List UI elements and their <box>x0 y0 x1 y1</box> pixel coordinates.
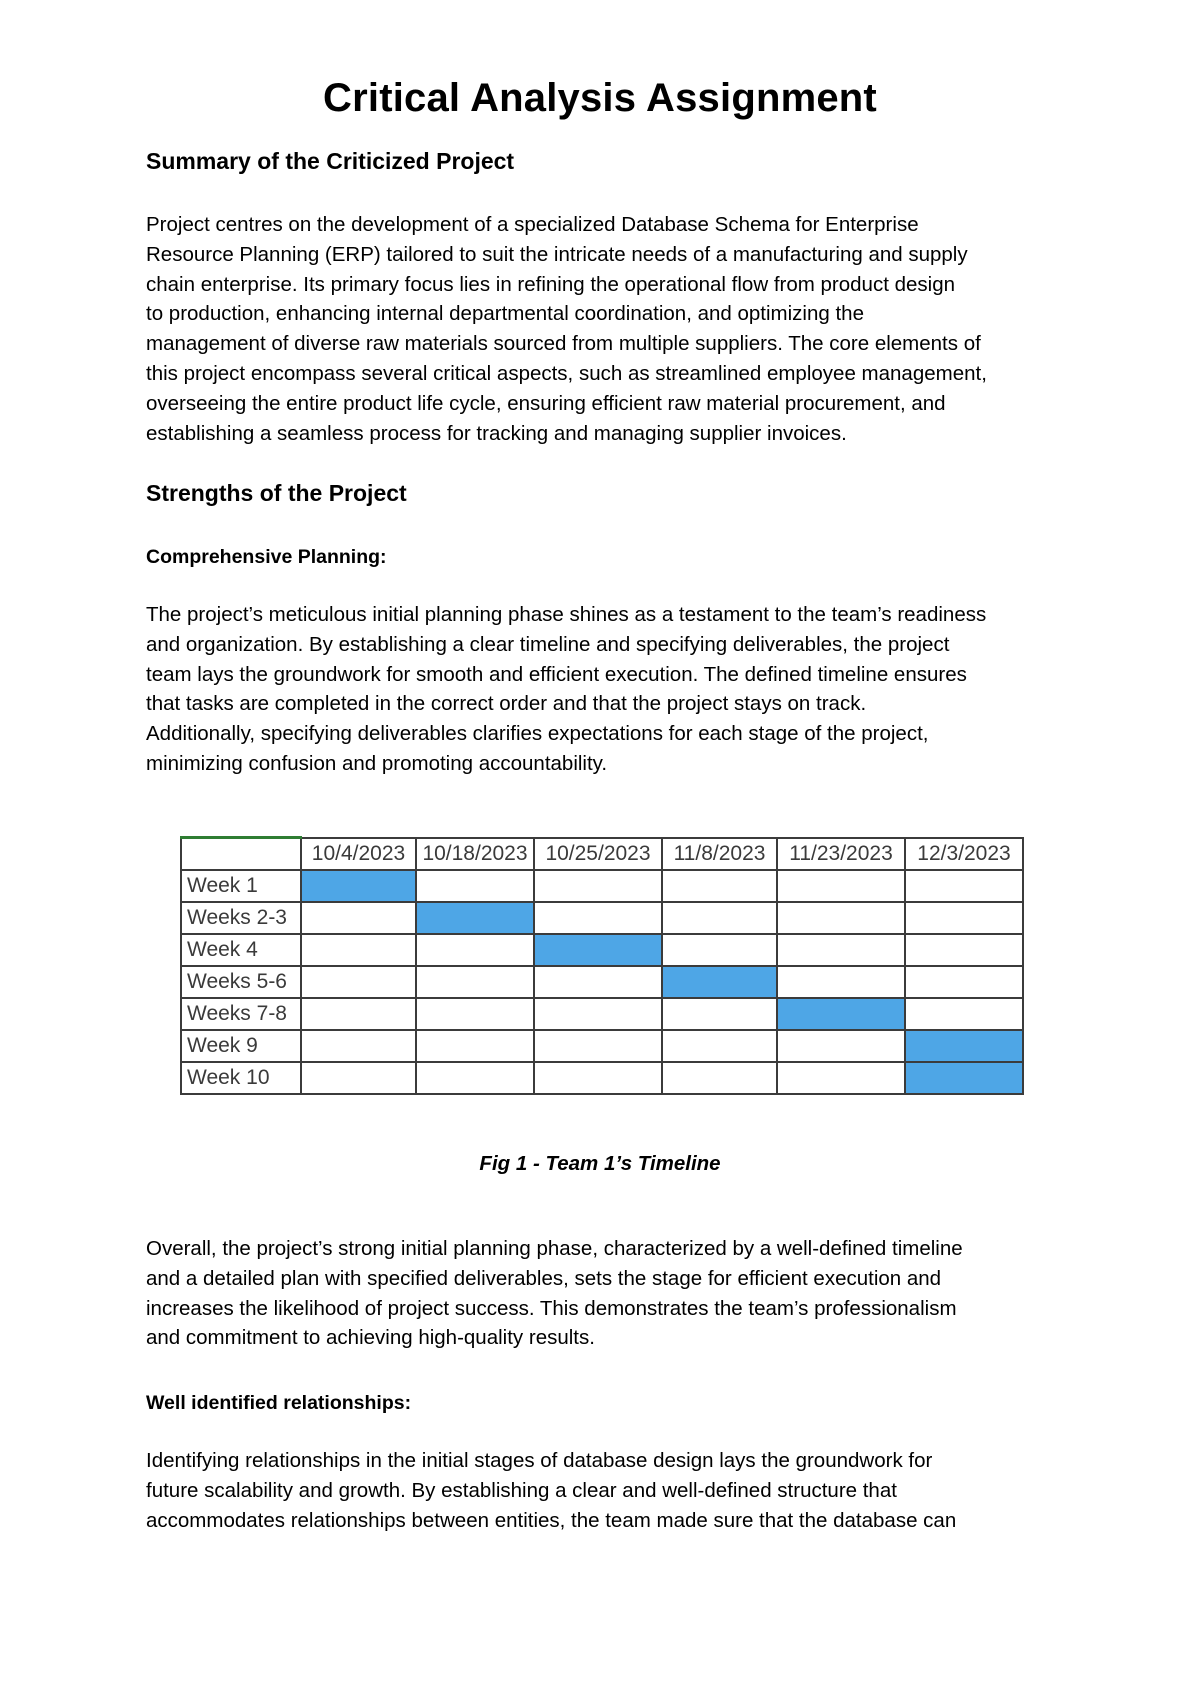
paragraph-line: minimizing confusion and promoting accountability. <box>146 751 608 775</box>
timeline-empty-cell <box>534 1062 662 1094</box>
timeline-row-label: Week 10 <box>181 1062 301 1094</box>
timeline-corner-cell <box>181 838 301 871</box>
timeline-empty-cell <box>662 934 777 966</box>
timeline-empty-cell <box>301 966 416 998</box>
overall-paragraph <box>146 1234 1066 1353</box>
timeline-empty-cell <box>777 1030 905 1062</box>
timeline-bar-cell <box>777 998 905 1030</box>
timeline-empty-cell <box>905 966 1023 998</box>
timeline-empty-cell <box>301 998 416 1030</box>
timeline-bar-cell <box>534 934 662 966</box>
timeline-empty-cell <box>534 870 662 902</box>
paragraph-line: future scalability and growth. By establishing a clear and well-defined structure that <box>146 1478 897 1502</box>
planning-subheading: Comprehensive Planning: <box>146 546 387 568</box>
timeline-row <box>181 870 1023 902</box>
timeline-empty-cell <box>662 870 777 902</box>
paragraph-line: increases the likelihood of project success. This demonstrates the team’s professionalism <box>146 1296 957 1320</box>
timeline-empty-cell <box>777 870 905 902</box>
timeline-date-header: 11/23/2023 <box>777 838 905 871</box>
timeline-empty-cell <box>662 1062 777 1094</box>
paragraph-line: Additionally, specifying deliverables clarifies expectations for each stage of the project, <box>146 722 929 746</box>
timeline-row-label: Week 9 <box>181 1030 301 1062</box>
timeline-empty-cell <box>416 998 534 1030</box>
timeline-header-row <box>181 838 1023 871</box>
paragraph-line: and organization. By establishing a clear timeline and specifying deliverables, the project <box>146 632 950 656</box>
timeline-empty-cell <box>534 902 662 934</box>
paragraph-line: overseeing the entire product life cycle, ensuring efficient raw material procurement, and <box>146 391 946 415</box>
paragraph-line: chain enterprise. Its primary focus lies in refining the operational flow from product design <box>146 272 956 296</box>
timeline-empty-cell <box>416 966 534 998</box>
timeline-bar-cell <box>301 870 416 902</box>
timeline-empty-cell <box>416 1030 534 1062</box>
planning-paragraph <box>146 600 1066 779</box>
timeline-empty-cell <box>416 870 534 902</box>
timeline-empty-cell <box>905 998 1023 1030</box>
figure-caption: Fig 1 - Team 1’s Timeline <box>479 1152 721 1175</box>
paragraph-line: and a detailed plan with specified deliverables, sets the stage for efficient execution and <box>146 1266 942 1290</box>
timeline-empty-cell <box>534 998 662 1030</box>
timeline-row-label: Weeks 5-6 <box>181 966 301 998</box>
timeline-empty-cell <box>905 934 1023 966</box>
paragraph-line: The project’s meticulous initial planning phase shines as a testament to the team’s readiness <box>146 603 987 626</box>
timeline-row <box>181 934 1023 966</box>
paragraph-line: establishing a seamless process for tracking and managing supplier invoices. <box>146 421 847 445</box>
timeline-date-header: 11/8/2023 <box>662 838 777 871</box>
timeline-body <box>181 870 1023 1094</box>
timeline-bar-cell <box>662 966 777 998</box>
timeline-empty-cell <box>416 934 534 966</box>
timeline-empty-cell <box>534 966 662 998</box>
timeline-empty-cell <box>301 1030 416 1062</box>
paragraph-line: to production, enhancing internal departmental coordination, and optimizing the <box>146 302 864 326</box>
timeline-row <box>181 998 1023 1030</box>
timeline-row <box>181 966 1023 998</box>
timeline-date-header: 12/3/2023 <box>905 838 1023 871</box>
timeline-empty-cell <box>416 1062 534 1094</box>
relationships-subheading: Well identified relationships: <box>146 1392 412 1414</box>
timeline-row <box>181 902 1023 934</box>
timeline-date-header: 10/4/2023 <box>301 838 416 871</box>
timeline-row-label: Week 1 <box>181 870 301 902</box>
timeline-bar-cell <box>416 902 534 934</box>
strengths-heading: Strengths of the Project <box>146 480 407 506</box>
timeline-row-label: Weeks 7-8 <box>181 998 301 1030</box>
timeline-row-label: Week 4 <box>181 934 301 966</box>
timeline-table <box>180 836 1024 1095</box>
timeline-empty-cell <box>301 934 416 966</box>
timeline-empty-cell <box>777 934 905 966</box>
paragraph-line: Resource Planning (ERP) tailored to suit the intricate needs of a manufacturing and supply <box>146 242 968 266</box>
paragraph-line: and commitment to achieving high-quality results. <box>146 1326 595 1350</box>
paragraph-line: Overall, the project’s strong initial planning phase, characterized by a well-defined timeline <box>146 1237 963 1260</box>
timeline-date-header: 10/25/2023 <box>534 838 662 871</box>
timeline-empty-cell <box>662 998 777 1030</box>
timeline-empty-cell <box>777 966 905 998</box>
paragraph-line: team lays the groundwork for smooth and efficient execution. The defined timeline ensures <box>146 662 967 686</box>
relationships-paragraph <box>146 1446 1066 1535</box>
paragraph-line: accommodates relationships between entities, the team made sure that the database can <box>146 1508 957 1532</box>
timeline-row <box>181 1062 1023 1094</box>
timeline-bar-cell <box>905 1030 1023 1062</box>
timeline-empty-cell <box>662 902 777 934</box>
summary-paragraph <box>146 210 1066 448</box>
timeline-empty-cell <box>534 1030 662 1062</box>
timeline-date-header: 10/18/2023 <box>416 838 534 871</box>
paragraph-line: Identifying relationships in the initial stages of database design lays the groundwork for <box>146 1449 933 1472</box>
timeline-empty-cell <box>905 870 1023 902</box>
paragraph-line: management of diverse raw materials sourced from multiple suppliers. The core elements of <box>146 332 981 356</box>
timeline-row <box>181 1030 1023 1062</box>
paragraph-line: Project centres on the development of a specialized Database Schema for Enterprise <box>146 213 919 236</box>
timeline-bar-cell <box>905 1062 1023 1094</box>
summary-heading: Summary of the Criticized Project <box>146 148 515 174</box>
timeline-empty-cell <box>662 1030 777 1062</box>
timeline-empty-cell <box>301 902 416 934</box>
timeline-empty-cell <box>777 902 905 934</box>
document-title: Critical Analysis Assignment <box>323 76 877 120</box>
timeline-empty-cell <box>301 1062 416 1094</box>
timeline-row-label: Weeks 2-3 <box>181 902 301 934</box>
timeline-empty-cell <box>905 902 1023 934</box>
timeline-empty-cell <box>777 1062 905 1094</box>
paragraph-line: that tasks are completed in the correct order and that the project stays on track. <box>146 692 867 716</box>
paragraph-line: this project encompass several critical aspects, such as streamlined employee management, <box>146 361 987 385</box>
